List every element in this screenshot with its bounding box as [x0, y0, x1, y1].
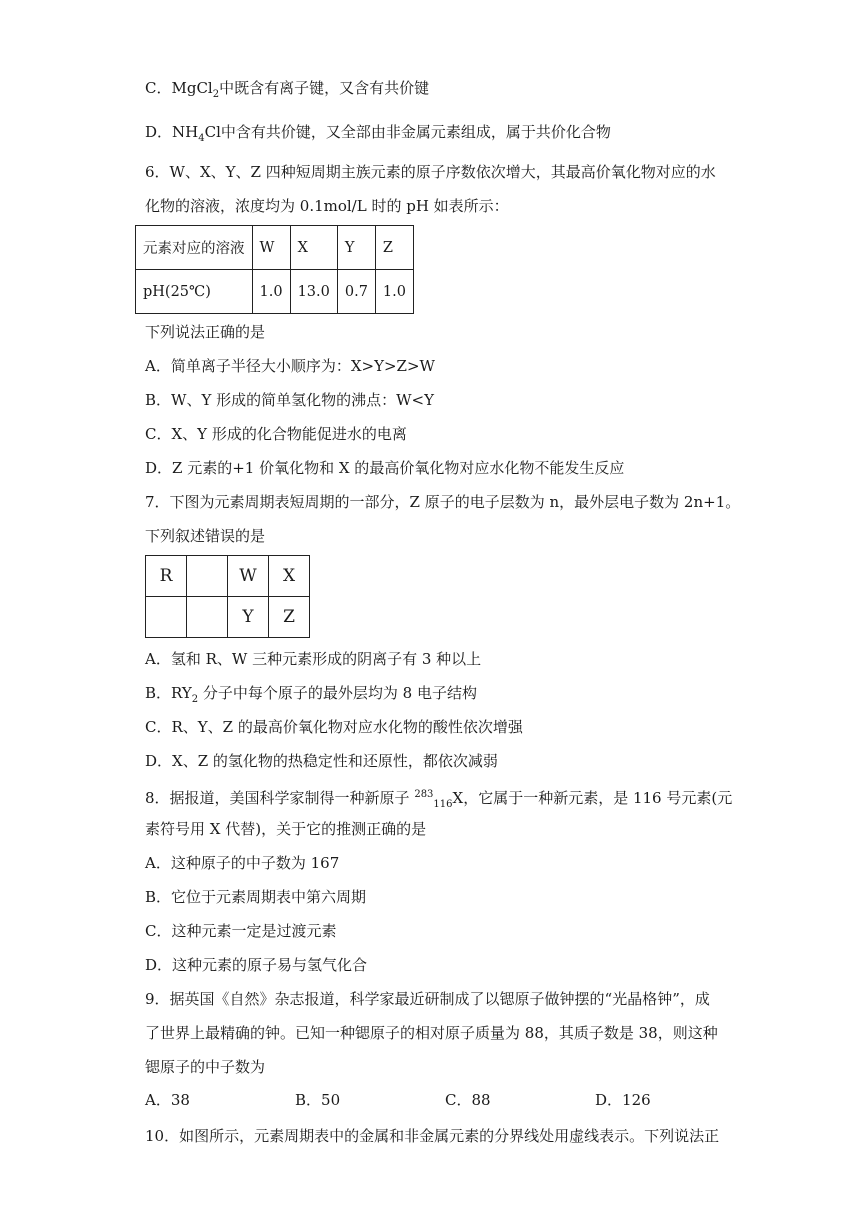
q6-ph-table — [135, 225, 414, 314]
q6-option-a: A．简单离子半径大小顺序为：X>Y>Z>W — [145, 357, 435, 375]
table-cell: pH(25℃) — [136, 270, 253, 314]
q7-periodic-grid — [145, 555, 310, 638]
table-row — [136, 270, 414, 314]
table-cell: 1.0 — [375, 270, 413, 314]
table-cell: 0.7 — [337, 270, 375, 314]
table-cell: Z — [375, 226, 413, 270]
q9-option-c: C．88 — [445, 1091, 491, 1109]
table-cell: Y — [337, 226, 375, 270]
table-cell — [146, 597, 187, 638]
q8-stem-line-2: 素符号用 X 代替)，关于它的推测正确的是 — [145, 820, 427, 838]
q9-option-d: D．126 — [595, 1091, 651, 1109]
q7-option-a: A．氢和 R、W 三种元素形成的阴离子有 3 种以上 — [145, 650, 482, 668]
q6-stem-line-2: 化物的溶液，浓度均为 0.1mol/L 时的 pH 如表所示： — [145, 197, 509, 215]
q9-stem-line-2: 了世界上最精确的钟。已知一种锶原子的相对原子质量为 88，其质子数是 38，则这种 — [145, 1024, 718, 1042]
table-cell: Z — [269, 597, 310, 638]
q8-option-d: D．这种元素的原子易与氢气化合 — [145, 956, 368, 974]
q8-stem-line-1: 8．据报道，美国科学家制得一种新原子 $^{283}_{116}$X，它属于一种新元素，是 116 号元素(元 — [145, 789, 733, 810]
table-cell — [187, 556, 228, 597]
q9-option-a: A．38 — [145, 1091, 190, 1109]
q7-option-b: B．$RY_2$ 分子中每个原子的最外层均为 8 电子结构 — [145, 684, 477, 705]
q6-option-d: D．Z 元素的+1 价氧化物和 X 的最高价氧化物对应水化物不能发生反应 — [145, 459, 625, 477]
q5-option-c: C．MgCl$_2$中既含有离子键，又含有共价键 — [145, 79, 430, 100]
q6-stem-line-1: 6．W、X、Y、Z 四种短周期主族元素的原子序数依次增大，其最高价氧化物对应的水 — [145, 163, 716, 181]
q6-ask: 下列说法正确的是 — [145, 323, 266, 341]
table-cell: R — [146, 556, 187, 597]
table-row — [146, 597, 310, 638]
table-row — [136, 226, 414, 270]
table-cell: X — [290, 226, 337, 270]
q6-option-c: C．X、Y 形成的化合物能促进水的电离 — [145, 425, 407, 443]
table-cell: 元素对应的溶液 — [136, 226, 253, 270]
q10-stem-line-1: 10．如图所示，元素周期表中的金属和非金属元素的分界线处用虚线表示。下列说法正 — [145, 1127, 720, 1145]
q7-stem-line-2: 下列叙述错误的是 — [145, 527, 266, 545]
table-cell: X — [269, 556, 310, 597]
table-cell: W — [252, 226, 290, 270]
table-cell: W — [228, 556, 269, 597]
q9-option-b: B．50 — [295, 1091, 341, 1109]
table-cell: 13.0 — [290, 270, 337, 314]
q9-stem-line-3: 锶原子的中子数为 — [145, 1058, 266, 1076]
table-cell — [187, 597, 228, 638]
q8-option-c: C．这种元素一定是过渡元素 — [145, 922, 337, 940]
q7-option-c: C．R、Y、Z 的最高价氧化物对应水化物的酸性依次增强 — [145, 718, 523, 736]
table-row — [146, 556, 310, 597]
q7-option-d: D．X、Z 的氢化物的热稳定性和还原性，都依次减弱 — [145, 752, 498, 770]
q5-option-d: D．$NH_4Cl$中含有共价键，又全部由非金属元素组成，属于共价化合物 — [145, 123, 611, 144]
q8-option-b: B．它位于元素周期表中第六周期 — [145, 888, 367, 906]
q8-option-a: A．这种原子的中子数为 167 — [145, 854, 340, 872]
q9-stem-line-1: 9．据英国《自然》杂志报道，科学家最近研制成了以锶原子做钟摆的“光晶格钟”，成 — [145, 990, 710, 1008]
q7-stem-line-1: 7．下图为元素周期表短周期的一部分，Z 原子的电子层数为 n，最外层电子数为 2n+1。 — [145, 493, 741, 511]
table-cell: 1.0 — [252, 270, 290, 314]
q6-option-b: B．W、Y 形成的简单氢化物的沸点：W<Y — [145, 391, 435, 409]
table-cell: Y — [228, 597, 269, 638]
